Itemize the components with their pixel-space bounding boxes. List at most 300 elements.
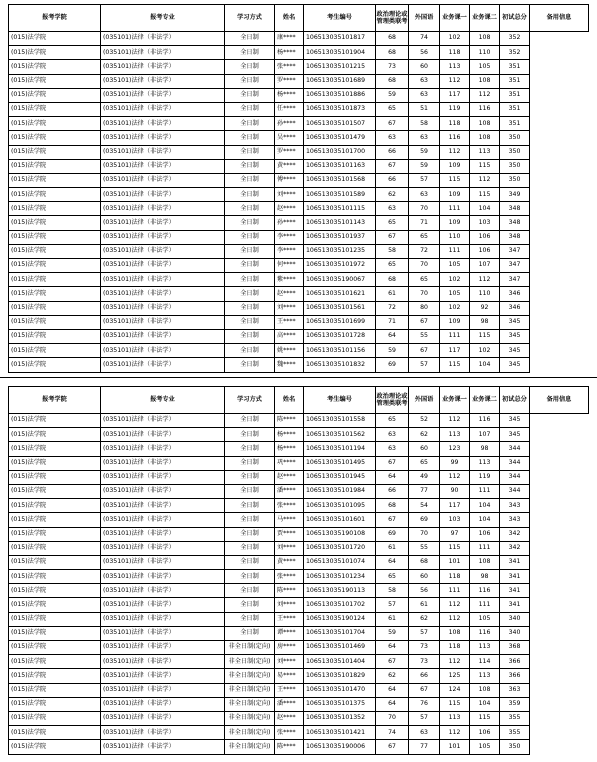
cell-college: (015)法学院: [9, 740, 101, 754]
cell-name: 张****: [275, 499, 304, 513]
cell-remarks: [530, 315, 589, 329]
cell-exam-id: 106513035101561: [304, 301, 376, 315]
cell-subject1: 102: [440, 301, 470, 315]
cell-english: 63: [409, 131, 440, 145]
cell-mode: 非全日制(定向): [225, 641, 275, 655]
cell-subject1: 125: [440, 669, 470, 683]
cell-politics: 64: [376, 329, 409, 343]
cell-subject1: 102: [440, 273, 470, 287]
cell-remarks: [530, 484, 589, 498]
cell-politics: 65: [376, 216, 409, 230]
table-row: [9, 344, 589, 358]
cell-exam-id: 106513035101095: [304, 499, 376, 513]
table-row: [9, 102, 589, 116]
cell-name: 李****: [275, 230, 304, 244]
cell-mode: 全日制: [225, 513, 275, 527]
cell-exam-id: 106513035101234: [304, 570, 376, 584]
cell-politics: 62: [376, 669, 409, 683]
cell-subject2: 105: [470, 60, 500, 74]
cell-exam-id: 106513035190108: [304, 527, 376, 541]
cell-exam-id: 106513035101115: [304, 202, 376, 216]
cell-exam-id: 106513035101589: [304, 188, 376, 202]
cell-total: 345: [500, 315, 530, 329]
cell-college: (015)法学院: [9, 131, 101, 145]
cell-exam-id: 106513035101507: [304, 117, 376, 131]
cell-politics: 67: [376, 456, 409, 470]
score-table-2: [8, 386, 589, 755]
cell-college: (015)法学院: [9, 499, 101, 513]
cell-college: (015)法学院: [9, 711, 101, 725]
cell-remarks: [530, 541, 589, 555]
cell-english: 52: [409, 414, 440, 428]
cell-politics: 64: [376, 555, 409, 569]
cell-name: 张****: [275, 726, 304, 740]
cell-mode: 全日制: [225, 159, 275, 173]
cell-college: (015)法学院: [9, 117, 101, 131]
cell-subject2: 108: [470, 131, 500, 145]
cell-subject2: 107: [470, 428, 500, 442]
cell-mode: 非全日制(定向): [225, 655, 275, 669]
cell-total: 351: [500, 60, 530, 74]
cell-remarks: [530, 470, 589, 484]
cell-name: 王****: [275, 683, 304, 697]
cell-politics: 64: [376, 697, 409, 711]
cell-remarks: [530, 527, 589, 541]
cell-politics: 63: [376, 202, 409, 216]
cell-major: (035101)法律（非法学）: [101, 697, 225, 711]
cell-remarks: [530, 202, 589, 216]
cell-exam-id: 106513035101163: [304, 159, 376, 173]
cell-english: 70: [409, 287, 440, 301]
table-row: [9, 570, 589, 584]
header-total: 初试总分: [500, 5, 530, 32]
cell-college: (015)法学院: [9, 612, 101, 626]
cell-subject2: 113: [470, 456, 500, 470]
cell-subject1: 99: [440, 456, 470, 470]
cell-subject2: 119: [470, 470, 500, 484]
cell-mode: 非全日制(定向): [225, 669, 275, 683]
cell-total: 350: [500, 740, 530, 754]
cell-politics: 61: [376, 612, 409, 626]
cell-subject2: 105: [470, 740, 500, 754]
cell-college: (015)法学院: [9, 315, 101, 329]
cell-college: (015)法学院: [9, 60, 101, 74]
page-break: [0, 377, 597, 386]
table-row: [9, 513, 589, 527]
cell-college: (015)法学院: [9, 697, 101, 711]
cell-exam-id: 106513035190113: [304, 584, 376, 598]
cell-subject2: 108: [470, 683, 500, 697]
cell-total: 351: [500, 88, 530, 102]
cell-politics: 64: [376, 683, 409, 697]
table-row: [9, 484, 589, 498]
cell-english: 57: [409, 626, 440, 640]
cell-remarks: [530, 216, 589, 230]
cell-major: (035101)法律（非法学）: [101, 145, 225, 159]
cell-english: 56: [409, 46, 440, 60]
cell-mode: 全日制: [225, 74, 275, 88]
cell-total: 347: [500, 273, 530, 287]
table-body: [9, 32, 589, 373]
cell-name: 吴****: [275, 131, 304, 145]
cell-name: 杨****: [275, 46, 304, 60]
cell-subject1: 113: [440, 60, 470, 74]
cell-major: (035101)法律（非法学）: [101, 669, 225, 683]
cell-name: 王****: [275, 315, 304, 329]
cell-total: 350: [500, 131, 530, 145]
cell-college: (015)法学院: [9, 301, 101, 315]
cell-major: (035101)法律（非法学）: [101, 726, 225, 740]
cell-subject2: 108: [470, 117, 500, 131]
cell-subject1: 109: [440, 188, 470, 202]
header-english: 外国语: [409, 387, 440, 414]
cell-college: (015)法学院: [9, 358, 101, 372]
cell-subject2: 98: [470, 442, 500, 456]
cell-english: 70: [409, 202, 440, 216]
table-row: [9, 32, 589, 46]
cell-subject2: 98: [470, 315, 500, 329]
cell-name: 黄****: [275, 555, 304, 569]
cell-major: (035101)法律（非法学）: [101, 711, 225, 725]
table-row: [9, 216, 589, 230]
cell-politics: 63: [376, 131, 409, 145]
cell-remarks: [530, 159, 589, 173]
cell-name: 高****: [275, 329, 304, 343]
cell-major: (035101)法律（非法学）: [101, 641, 225, 655]
cell-subject2: 104: [470, 697, 500, 711]
header-total: 初试总分: [500, 387, 530, 414]
cell-english: 71: [409, 216, 440, 230]
cell-mode: 全日制: [225, 216, 275, 230]
cell-total: 355: [500, 711, 530, 725]
header-major: 报考专业: [101, 387, 225, 414]
cell-major: (035101)法律（非法学）: [101, 173, 225, 187]
cell-subject2: 104: [470, 499, 500, 513]
cell-total: 341: [500, 555, 530, 569]
cell-politics: 59: [376, 88, 409, 102]
cell-college: (015)法学院: [9, 74, 101, 88]
cell-subject2: 116: [470, 102, 500, 116]
cell-subject1: 112: [440, 598, 470, 612]
table-row: [9, 117, 589, 131]
cell-exam-id: 106513035101235: [304, 244, 376, 258]
table-row: [9, 683, 589, 697]
cell-total: 368: [500, 641, 530, 655]
header-name: 姓名: [275, 387, 304, 414]
cell-mode: 全日制: [225, 555, 275, 569]
cell-english: 57: [409, 711, 440, 725]
cell-subject2: 108: [470, 32, 500, 46]
cell-major: (035101)法律（非法学）: [101, 598, 225, 612]
cell-subject1: 123: [440, 442, 470, 456]
cell-politics: 68: [376, 46, 409, 60]
cell-exam-id: 106513035101984: [304, 484, 376, 498]
cell-subject1: 112: [440, 414, 470, 428]
cell-college: (015)法学院: [9, 344, 101, 358]
cell-name: 李****: [275, 244, 304, 258]
cell-remarks: [530, 697, 589, 711]
cell-mode: 全日制: [225, 46, 275, 60]
cell-name: 贾****: [275, 527, 304, 541]
cell-major: (035101)法律（非法学）: [101, 329, 225, 343]
cell-subject2: 104: [470, 513, 500, 527]
cell-major: (035101)法律（非法学）: [101, 527, 225, 541]
cell-major: (035101)法律（非法学）: [101, 513, 225, 527]
cell-subject2: 110: [470, 287, 500, 301]
cell-remarks: [530, 46, 589, 60]
cell-total: 347: [500, 244, 530, 258]
cell-mode: 全日制: [225, 358, 275, 372]
cell-english: 51: [409, 102, 440, 116]
cell-english: 60: [409, 570, 440, 584]
cell-remarks: [530, 344, 589, 358]
cell-politics: 67: [376, 513, 409, 527]
cell-subject2: 115: [470, 711, 500, 725]
header-subject1: 业务课一: [440, 5, 470, 32]
cell-name: 刘****: [275, 598, 304, 612]
cell-major: (035101)法律（非法学）: [101, 315, 225, 329]
cell-total: 341: [500, 584, 530, 598]
cell-major: (035101)法律（非法学）: [101, 584, 225, 598]
cell-subject2: 116: [470, 626, 500, 640]
cell-remarks: [530, 230, 589, 244]
cell-mode: 非全日制(定向): [225, 740, 275, 754]
cell-total: 348: [500, 202, 530, 216]
cell-college: (015)法学院: [9, 230, 101, 244]
cell-college: (015)法学院: [9, 173, 101, 187]
cell-remarks: [530, 358, 589, 372]
cell-exam-id: 106513035190067: [304, 273, 376, 287]
cell-major: (035101)法律（非法学）: [101, 244, 225, 258]
cell-remarks: [530, 612, 589, 626]
cell-name: 巩****: [275, 456, 304, 470]
cell-subject1: 90: [440, 484, 470, 498]
cell-remarks: [530, 329, 589, 343]
cell-english: 61: [409, 598, 440, 612]
cell-subject1: 111: [440, 244, 470, 258]
cell-mode: 全日制: [225, 117, 275, 131]
cell-college: (015)法学院: [9, 726, 101, 740]
cell-major: (035101)法律（非法学）: [101, 131, 225, 145]
cell-subject1: 117: [440, 344, 470, 358]
cell-remarks: [530, 74, 589, 88]
cell-name: 杨****: [275, 428, 304, 442]
cell-college: (015)法学院: [9, 216, 101, 230]
cell-exam-id: 106513035101728: [304, 329, 376, 343]
cell-total: 343: [500, 513, 530, 527]
cell-major: (035101)法律（非法学）: [101, 88, 225, 102]
cell-politics: 65: [376, 259, 409, 273]
cell-name: 魏****: [275, 358, 304, 372]
cell-exam-id: 106513035101699: [304, 315, 376, 329]
cell-major: (035101)法律（非法学）: [101, 230, 225, 244]
header-name: 姓名: [275, 5, 304, 32]
cell-major: (035101)法律（非法学）: [101, 456, 225, 470]
cell-remarks: [530, 513, 589, 527]
cell-college: (015)法学院: [9, 683, 101, 697]
cell-remarks: [530, 555, 589, 569]
table-row: [9, 414, 589, 428]
cell-exam-id: 106513035101937: [304, 230, 376, 244]
header-major: 报考专业: [101, 5, 225, 32]
header-college: 报考学院: [9, 387, 101, 414]
cell-name: 赵****: [275, 470, 304, 484]
cell-mode: 全日制: [225, 584, 275, 598]
cell-politics: 58: [376, 584, 409, 598]
cell-english: 70: [409, 259, 440, 273]
cell-subject2: 114: [470, 655, 500, 669]
cell-name: 王****: [275, 612, 304, 626]
cell-subject1: 101: [440, 740, 470, 754]
cell-college: (015)法学院: [9, 442, 101, 456]
cell-exam-id: 106513035101562: [304, 428, 376, 442]
cell-subject1: 110: [440, 230, 470, 244]
table-row: [9, 442, 589, 456]
cell-mode: 全日制: [225, 131, 275, 145]
table-row: [9, 428, 589, 442]
table-row: [9, 669, 589, 683]
cell-college: (015)法学院: [9, 513, 101, 527]
cell-total: 345: [500, 414, 530, 428]
table-row: [9, 697, 589, 711]
cell-subject2: 116: [470, 584, 500, 598]
cell-subject1: 109: [440, 159, 470, 173]
cell-name: 赵****: [275, 711, 304, 725]
cell-mode: 全日制: [225, 329, 275, 343]
cell-politics: 59: [376, 344, 409, 358]
cell-name: 孙****: [275, 117, 304, 131]
cell-exam-id: 106513035101495: [304, 456, 376, 470]
cell-subject1: 105: [440, 259, 470, 273]
cell-college: (015)法学院: [9, 32, 101, 46]
cell-college: (015)法学院: [9, 484, 101, 498]
cell-subject1: 112: [440, 74, 470, 88]
cell-total: 350: [500, 173, 530, 187]
cell-name: 潘****: [275, 484, 304, 498]
cell-name: 紫****: [275, 273, 304, 287]
cell-english: 74: [409, 32, 440, 46]
cell-mode: 全日制: [225, 484, 275, 498]
cell-remarks: [530, 683, 589, 697]
cell-english: 77: [409, 484, 440, 498]
header-politics: 政治理论或管理类联考: [376, 387, 409, 414]
cell-name: 陈****: [275, 740, 304, 754]
cell-subject1: 109: [440, 315, 470, 329]
cell-politics: 65: [376, 414, 409, 428]
cell-subject1: 103: [440, 513, 470, 527]
cell-major: (035101)法律（非法学）: [101, 117, 225, 131]
cell-name: 罗****: [275, 145, 304, 159]
table-row: [9, 358, 589, 372]
table-row: [9, 626, 589, 640]
cell-remarks: [530, 499, 589, 513]
cell-politics: 65: [376, 102, 409, 116]
cell-college: (015)法学院: [9, 244, 101, 258]
cell-english: 72: [409, 244, 440, 258]
cell-english: 54: [409, 499, 440, 513]
cell-mode: 全日制: [225, 145, 275, 159]
cell-major: (035101)法律（非法学）: [101, 159, 225, 173]
cell-total: 345: [500, 428, 530, 442]
cell-subject2: 112: [470, 88, 500, 102]
table-row: [9, 541, 589, 555]
cell-major: (035101)法律（非法学）: [101, 32, 225, 46]
table-row: [9, 470, 589, 484]
cell-mode: 全日制: [225, 32, 275, 46]
table-header-row: [9, 5, 589, 32]
cell-exam-id: 106513035101469: [304, 641, 376, 655]
cell-college: (015)法学院: [9, 598, 101, 612]
table-row: [9, 301, 589, 315]
cell-exam-id: 106513035101470: [304, 683, 376, 697]
cell-total: 366: [500, 669, 530, 683]
cell-total: 366: [500, 655, 530, 669]
cell-english: 58: [409, 117, 440, 131]
cell-subject1: 97: [440, 527, 470, 541]
cell-subject1: 101: [440, 555, 470, 569]
cell-mode: 全日制: [225, 598, 275, 612]
cell-college: (015)法学院: [9, 188, 101, 202]
cell-english: 65: [409, 456, 440, 470]
cell-politics: 74: [376, 726, 409, 740]
cell-subject1: 109: [440, 216, 470, 230]
cell-exam-id: 106513035101421: [304, 726, 376, 740]
cell-name: 潘****: [275, 697, 304, 711]
cell-mode: 非全日制(定向): [225, 697, 275, 711]
cell-exam-id: 106513035101689: [304, 74, 376, 88]
table-row: [9, 287, 589, 301]
header-subject1: 业务课一: [440, 387, 470, 414]
cell-major: (035101)法律（非法学）: [101, 541, 225, 555]
cell-subject1: 112: [440, 145, 470, 159]
cell-subject2: 113: [470, 641, 500, 655]
cell-subject2: 106: [470, 230, 500, 244]
cell-exam-id: 106513035101479: [304, 131, 376, 145]
cell-remarks: [530, 442, 589, 456]
header-college: 报考学院: [9, 5, 101, 32]
cell-college: (015)法学院: [9, 287, 101, 301]
cell-exam-id: 106513035101972: [304, 259, 376, 273]
cell-major: (035101)法律（非法学）: [101, 555, 225, 569]
cell-mode: 全日制: [225, 301, 275, 315]
header-remarks: 备用信息: [530, 5, 589, 32]
cell-subject1: 117: [440, 499, 470, 513]
cell-politics: 72: [376, 301, 409, 315]
cell-remarks: [530, 655, 589, 669]
cell-subject1: 115: [440, 173, 470, 187]
cell-total: 340: [500, 626, 530, 640]
cell-mode: 全日制: [225, 456, 275, 470]
cell-major: (035101)法律（非法学）: [101, 626, 225, 640]
cell-total: 345: [500, 358, 530, 372]
cell-subject1: 105: [440, 287, 470, 301]
cell-exam-id: 106513035101558: [304, 414, 376, 428]
cell-major: (035101)法律（非法学）: [101, 499, 225, 513]
cell-name: 刘****: [275, 301, 304, 315]
cell-english: 63: [409, 188, 440, 202]
cell-remarks: [530, 570, 589, 584]
cell-subject1: 111: [440, 329, 470, 343]
header-politics: 政治理论或管理类联考: [376, 5, 409, 32]
cell-mode: 全日制: [225, 527, 275, 541]
cell-college: (015)法学院: [9, 259, 101, 273]
cell-politics: 63: [376, 428, 409, 442]
cell-mode: 全日制: [225, 173, 275, 187]
cell-politics: 68: [376, 273, 409, 287]
cell-subject2: 115: [470, 159, 500, 173]
table-header-row: [9, 387, 589, 414]
cell-total: 352: [500, 46, 530, 60]
